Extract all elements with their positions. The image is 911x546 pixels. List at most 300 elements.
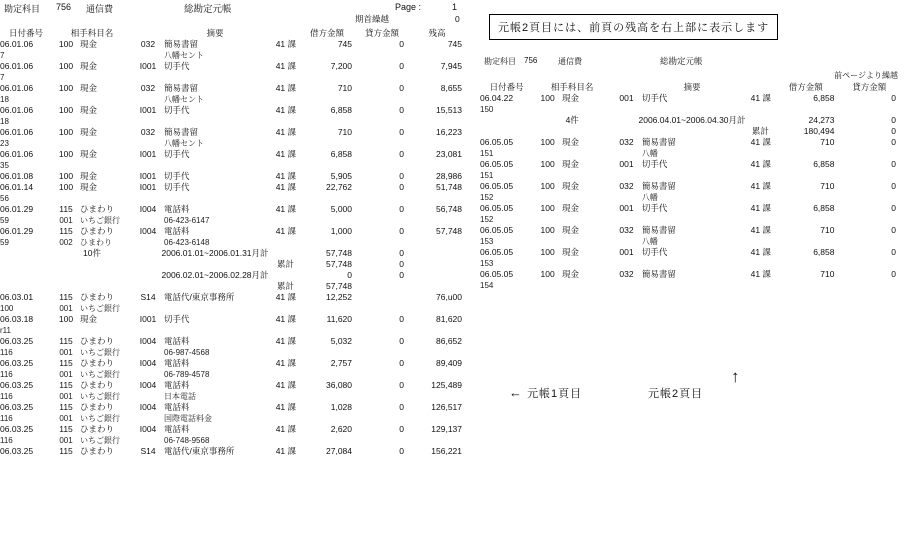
cell-balance: 56,748	[436, 204, 463, 214]
cell-date: 06.01.29 59	[0, 204, 34, 225]
cell-credit: 0	[891, 203, 896, 213]
cell-date: 06.01.08	[0, 171, 34, 181]
cell-acct-name: 現金	[80, 127, 98, 137]
ledger-page-2	[480, 46, 900, 291]
cell-credit: 0	[399, 402, 405, 412]
cell-acct-name: 現金	[80, 39, 98, 49]
cell-acct-code: 100	[58, 314, 74, 324]
cell-credit: 0	[891, 247, 896, 257]
cell-debit: 1,000	[330, 226, 353, 236]
cell-acct-code: 115 001	[59, 358, 73, 379]
cell-debit: 710	[820, 225, 835, 235]
subtotal-period: 2006.01.01~2006.01.31月計	[161, 248, 269, 258]
cell-credit: 0	[399, 83, 405, 93]
cell-sub-code: 001	[619, 203, 634, 213]
col-credit: 貸方金額	[365, 28, 400, 38]
cell-debit: 710	[337, 83, 353, 93]
cell-sub-code: I004	[139, 358, 157, 368]
cell-acct-code: 115 001	[59, 424, 73, 445]
cell-date: 06.03.25 116	[0, 402, 34, 423]
cell-acct-name: 現金	[561, 269, 579, 279]
total-label: 累計	[277, 281, 295, 291]
cell-tax: 41 課	[275, 424, 297, 434]
col-counter-account: 相手科目名	[550, 82, 594, 92]
table-row	[480, 181, 900, 203]
spacer-cell	[533, 126, 611, 137]
cell-date: 06.03.25 116	[0, 358, 34, 379]
subtotal-row	[0, 270, 466, 281]
table-row	[0, 226, 466, 248]
cell-sub-code: 032	[619, 181, 634, 191]
cell-balance: 126,517	[431, 402, 463, 412]
cell-tax: 41 課	[275, 171, 297, 181]
cell-acct-name: ひまわり いちご銀行	[80, 402, 120, 423]
cell-date: 06.03.25 116	[0, 424, 34, 445]
cell-debit: 710	[820, 137, 835, 147]
cell-tax: 41 課	[275, 380, 297, 390]
annotation-page1	[509, 385, 582, 401]
cell-acct-code: 100	[58, 61, 74, 71]
account-number: 756	[524, 56, 538, 65]
cell-tax: 41 課	[275, 83, 297, 93]
cell-acct-name: ひまわり いちご銀行	[80, 424, 120, 445]
report-title: 総勘定元帳	[660, 56, 703, 66]
col-date: 日付番号	[489, 82, 524, 92]
cell-tax: 41 課	[275, 204, 297, 214]
cell-debit: 710	[820, 181, 835, 191]
cell-debit: 745	[337, 39, 353, 49]
account-name: 通信費	[558, 57, 582, 66]
cell-date: 06.01.29 59	[0, 226, 34, 247]
cell-debit: 710	[820, 269, 835, 279]
cell-acct-name: 現金	[561, 159, 579, 169]
cell-balance: 125,489	[431, 380, 463, 390]
cell-acct-name: ひまわり ひまわり	[80, 226, 115, 247]
spacer-cell	[52, 259, 132, 270]
cell-debit: 6,858	[813, 247, 835, 257]
cell-acct-name: ひまわり いちご銀行	[80, 358, 120, 379]
table-row	[0, 105, 466, 127]
cell-date: 06.01.06 35	[0, 149, 34, 170]
cell-acct-code: 100	[58, 83, 74, 93]
cell-debit: 5,905	[330, 171, 353, 181]
cell-acct-name: 現金	[80, 83, 98, 93]
cell-acct-code: 100	[540, 225, 555, 235]
cell-sub-code: I004	[139, 204, 157, 214]
cell-tax: 41 課	[275, 402, 297, 412]
cell-memo: 電話料 06-987-4568	[164, 336, 210, 357]
cell-credit: 0	[399, 336, 405, 346]
subtotal-row	[480, 115, 900, 126]
cell-acct-code: 100	[540, 203, 555, 213]
cell-balance: 51,748	[436, 182, 463, 192]
cell-sub-code: I004	[139, 336, 157, 346]
cell-date: 06.05.05 152	[480, 203, 514, 224]
table-row	[480, 93, 900, 115]
table-row	[0, 83, 466, 105]
cell-memo: 電話代/東京事務所	[164, 292, 235, 302]
cell-tax: 41 課	[275, 358, 297, 368]
spacer-cell	[0, 259, 52, 270]
cell-date: 06.01.06 23	[0, 127, 34, 148]
spacer-cell	[52, 270, 132, 281]
cell-balance: 28,986	[436, 171, 463, 181]
cell-memo: 簡易書留 八幡	[641, 181, 676, 202]
spacer-cell	[52, 281, 132, 292]
cell-debit: 5,000	[330, 204, 353, 214]
total-label: 累計	[751, 126, 769, 136]
cell-memo: 切手代	[641, 159, 668, 169]
column-header-row	[0, 28, 466, 39]
cell-acct-name: 現金	[80, 171, 98, 181]
cell-sub-code: 032	[140, 83, 156, 93]
cell-tax: 41 課	[750, 137, 771, 147]
cell-date: 06.03.18 r11	[0, 314, 34, 335]
col-credit: 貸方金額	[852, 82, 887, 92]
cell-debit: 11,620	[326, 314, 353, 324]
cell-sub-code: I004	[139, 226, 157, 236]
cell-acct-name: ひまわり いちご銀行	[80, 292, 120, 313]
table-row	[480, 269, 900, 291]
account-name: 通信費	[86, 4, 114, 14]
cell-credit: 0	[399, 105, 405, 115]
subtotal-credit: 0	[891, 115, 896, 125]
cell-memo: 切手代	[164, 314, 190, 324]
cell-sub-code: 032	[619, 225, 634, 235]
cell-tax: 41 課	[750, 225, 771, 235]
table-row	[0, 336, 466, 358]
total-credit	[356, 281, 408, 292]
cell-memo: 切手代	[641, 247, 668, 257]
cell-date: 06.04.22 150	[480, 93, 514, 114]
cell-acct-name: 現金	[561, 93, 579, 103]
cell-acct-code: 115 001	[59, 380, 73, 401]
cell-credit: 0	[891, 269, 896, 279]
cell-balance: 156,221	[431, 446, 463, 456]
page-number: 1	[452, 2, 458, 12]
left-arrow-icon: ←	[509, 385, 523, 400]
subtotal-period: 2006.04.01~2006.04.30月計	[638, 115, 746, 125]
cell-sub-code: 032	[619, 269, 634, 279]
col-debit: 借方金額	[310, 28, 345, 38]
cell-memo: 電話料 06-789-4578	[164, 358, 210, 379]
cell-credit: 0	[399, 127, 405, 137]
cell-acct-name: 現金	[561, 203, 579, 213]
cell-debit: 7,200	[330, 61, 353, 71]
cell-tax: 41 課	[275, 182, 297, 192]
cell-memo: 電話料 日本電話	[164, 380, 197, 401]
cell-debit: 6,858	[813, 93, 835, 103]
cell-credit: 0	[399, 446, 405, 456]
cell-memo: 電話代/東京事務所	[164, 446, 235, 456]
table-row	[0, 402, 466, 424]
cell-acct-code: 115 002	[59, 226, 73, 247]
cell-tax: 41 課	[750, 93, 771, 103]
subtotal-period: 2006.02.01~2006.02.28月計	[161, 270, 269, 280]
total-balance	[408, 259, 466, 270]
table-row	[0, 292, 466, 314]
cell-memo: 簡易書留	[641, 269, 676, 279]
total-row	[0, 259, 466, 270]
cell-acct-name: 現金	[561, 247, 579, 257]
cell-acct-code: 100	[58, 149, 74, 159]
cell-acct-code: 100	[58, 182, 74, 192]
total-row	[0, 281, 466, 292]
subtotal-debit: 0	[347, 270, 353, 280]
cell-acct-code: 100	[540, 269, 555, 279]
cell-acct-name: 現金	[561, 225, 579, 235]
cell-sub-code: I001	[139, 314, 157, 324]
cell-date: 06.01.14 56	[0, 182, 34, 203]
cell-debit: 6,858	[813, 203, 835, 213]
cell-memo: 切手代	[164, 182, 190, 192]
total-balance	[408, 281, 466, 292]
cell-balance: 89,409	[436, 358, 463, 368]
cell-tax: 41 課	[275, 292, 297, 302]
account-label: 勘定科目	[4, 4, 41, 14]
cell-credit: 0	[399, 358, 405, 368]
cell-balance: 15,513	[436, 105, 463, 115]
col-balance: 残高	[428, 28, 446, 38]
cell-debit: 6,858	[330, 105, 353, 115]
carry-forward-label: 期首繰越	[355, 14, 390, 24]
col-counter-account: 相手科目名	[70, 28, 114, 38]
cell-date: 06.03.01 100	[0, 292, 34, 313]
cell-balance: 745	[447, 39, 463, 49]
cell-date: 06.05.05 153	[480, 225, 514, 246]
cell-memo: 簡易書留 八幡セント	[164, 127, 205, 148]
cell-date: 06.05.05 152	[480, 181, 514, 202]
table-row	[0, 149, 466, 171]
cell-credit: 0	[399, 182, 405, 192]
cell-acct-name: ひまわり いちご銀行	[80, 380, 120, 401]
cell-acct-code: 100	[58, 127, 74, 137]
spacer-cell	[480, 115, 533, 126]
cell-debit: 12,252	[326, 292, 353, 302]
table-row	[0, 314, 466, 336]
col-date: 日付番号	[8, 28, 43, 38]
cell-memo: 簡易書留 八幡セント	[164, 39, 205, 60]
cell-date: 06.05.05 153	[480, 247, 514, 268]
cell-date: 06.01.06 18	[0, 83, 34, 104]
cell-acct-name: 現金	[561, 137, 579, 147]
cell-memo: 簡易書留 八幡	[641, 137, 676, 158]
cell-balance: 16,223	[436, 127, 463, 137]
cell-balance: 7,945	[440, 61, 463, 71]
total-debit: 180,494	[803, 126, 835, 136]
cell-acct-code: 115 001	[59, 292, 73, 313]
cell-tax: 41 課	[275, 149, 297, 159]
spacer-cell	[0, 281, 52, 292]
cell-debit: 36,080	[326, 380, 353, 390]
cell-tax: 41 課	[275, 226, 297, 236]
cell-debit: 2,757	[330, 358, 353, 368]
cell-sub-code: I001	[139, 182, 157, 192]
col-memo: 摘要	[206, 28, 224, 38]
cell-tax: 41 課	[275, 314, 297, 324]
cell-memo: 切手代	[641, 93, 668, 103]
table-row	[0, 204, 466, 226]
cell-sub-code: I004	[139, 402, 157, 412]
cell-acct-code: 100	[540, 247, 555, 257]
cell-tax: 41 課	[275, 336, 297, 346]
total-debit: 57,748	[326, 281, 353, 291]
cell-tax: 41 課	[275, 105, 297, 115]
cell-date: 06.01.06 7	[0, 39, 34, 60]
total-row	[480, 126, 900, 137]
cell-sub-code: S14	[140, 292, 156, 302]
cell-debit: 6,858	[330, 149, 353, 159]
cell-acct-code: 115	[59, 446, 73, 456]
table-row	[0, 424, 466, 446]
cell-balance: 8,655	[440, 83, 463, 93]
cell-acct-name: 現金	[80, 314, 98, 324]
cell-tax: 41 課	[275, 446, 297, 456]
cell-memo: 切手代	[164, 171, 190, 181]
cell-debit: 2,620	[330, 424, 353, 434]
cell-sub-code: 032	[140, 127, 156, 137]
cell-balance: 86,652	[436, 336, 463, 346]
total-credit: 0	[399, 259, 405, 269]
cell-memo: 電話料 06-423-6148	[164, 226, 210, 247]
cell-credit: 0	[399, 61, 405, 71]
cell-acct-name: 現金	[561, 181, 579, 191]
account-number: 756	[56, 2, 72, 12]
cell-credit: 0	[891, 93, 896, 103]
page-label: Page :	[395, 2, 422, 12]
subtotal-count-value: 10件	[83, 248, 101, 258]
cell-debit: 5,032	[330, 336, 353, 346]
cell-credit: 0	[399, 424, 405, 434]
cell-acct-name: 現金	[80, 149, 98, 159]
cell-date: 06.01.06 18	[0, 105, 34, 126]
subtotal-balance	[408, 248, 466, 259]
cell-sub-code: I004	[139, 424, 157, 434]
subtotal-count	[0, 248, 52, 259]
cell-debit: 27,084	[326, 446, 353, 456]
cell-credit: 0	[891, 159, 896, 169]
table-row	[480, 247, 900, 269]
cell-balance: 57,748	[436, 226, 463, 236]
cell-debit: 1,028	[330, 402, 353, 412]
cell-sub-code: 001	[619, 159, 634, 169]
annotation-page2	[648, 385, 703, 401]
spacer-cell	[0, 270, 52, 281]
cell-acct-code: 115 001	[59, 336, 73, 357]
cell-debit: 6,858	[813, 159, 835, 169]
subtotal-row	[0, 248, 466, 259]
cell-credit: 0	[399, 314, 405, 324]
cell-sub-code: I004	[139, 380, 157, 390]
cell-balance: 81,620	[436, 314, 463, 324]
column-header-row	[480, 82, 900, 93]
cell-tax: 41 課	[750, 247, 771, 257]
cell-sub-code: 001	[619, 93, 634, 103]
cell-credit: 0	[399, 39, 405, 49]
cell-credit: 0	[891, 181, 896, 191]
cell-credit: 0	[399, 380, 405, 390]
table-row	[0, 380, 466, 402]
cell-tax: 41 課	[750, 269, 771, 279]
col-debit: 借方金額	[788, 82, 823, 92]
cell-tax: 41 課	[275, 61, 297, 71]
ledger1-header	[0, 0, 466, 28]
table-row	[480, 225, 900, 247]
total-credit: 0	[891, 126, 896, 136]
cell-sub-code: I001	[139, 171, 157, 181]
cell-credit: 0	[399, 204, 405, 214]
cell-tax: 41 課	[275, 127, 297, 137]
cell-acct-name: ひまわり いちご銀行	[80, 336, 120, 357]
total-label: 累計	[277, 259, 295, 269]
cell-debit: 710	[337, 127, 353, 137]
cell-acct-code: 115 001	[59, 402, 73, 423]
cell-memo: 電話料 06-748-9568	[164, 424, 210, 445]
report-title: 総勘定元帳	[184, 4, 232, 15]
cell-sub-code: S14	[140, 446, 156, 456]
cell-credit: 0	[891, 137, 896, 147]
cell-credit: 0	[399, 149, 405, 159]
table-row	[480, 137, 900, 159]
subtotal-balance	[408, 270, 466, 281]
cell-tax: 41 課	[275, 39, 297, 49]
subtotal-credit: 0	[399, 270, 405, 280]
annotation-page2-label: 元帳2頁目	[648, 388, 704, 400]
cell-date: 06.05.05 154	[480, 269, 514, 290]
ledger1-table	[0, 28, 466, 457]
cell-memo: 切手代	[164, 149, 190, 159]
cell-acct-code: 100	[540, 159, 555, 169]
cell-debit: 22,762	[326, 182, 353, 192]
cell-acct-name: 現金	[80, 105, 98, 115]
cell-memo: 切手代	[164, 105, 190, 115]
cell-sub-code: 032	[140, 39, 156, 49]
cell-credit: 0	[399, 171, 405, 181]
table-row	[0, 446, 466, 457]
account-label: 勘定科目	[484, 57, 516, 66]
table-row	[0, 39, 466, 61]
cell-acct-code: 100	[540, 137, 555, 147]
cell-acct-code: 100	[540, 93, 555, 103]
cell-sub-code: 032	[619, 137, 634, 147]
up-arrow-icon: ↑	[731, 367, 740, 386]
annotation-page1-label: 元帳1頁目	[527, 388, 583, 400]
cell-memo: 電話料 国際電話料金	[164, 402, 213, 423]
table-row	[480, 203, 900, 225]
cell-tax: 41 課	[750, 159, 771, 169]
cell-acct-code: 100	[540, 181, 555, 191]
cell-date: 06.03.25 116	[0, 380, 34, 401]
table-row	[0, 127, 466, 149]
callout-box: 元帳2頁目には、前頁の残高を右上部に表示します	[489, 14, 778, 40]
col-memo: 摘要	[683, 82, 701, 92]
table-row	[0, 171, 466, 182]
cell-date: 06.05.05 151	[480, 137, 514, 158]
cell-balance: 23,081	[436, 149, 463, 159]
cell-date: 06.03.25	[0, 446, 34, 456]
cell-credit: 0	[891, 225, 896, 235]
cell-balance: 76,u00	[436, 292, 463, 302]
cell-sub-code: I001	[139, 61, 157, 71]
table-row	[0, 182, 466, 204]
cell-acct-code: 100	[58, 39, 74, 49]
cell-credit: 0	[399, 226, 405, 236]
cell-acct-code: 100	[58, 105, 74, 115]
cell-acct-name: ひまわり いちご銀行	[80, 204, 120, 225]
cell-balance: 129,137	[431, 424, 463, 434]
cell-date: 06.01.06 7	[0, 61, 34, 82]
table-row	[0, 61, 466, 83]
